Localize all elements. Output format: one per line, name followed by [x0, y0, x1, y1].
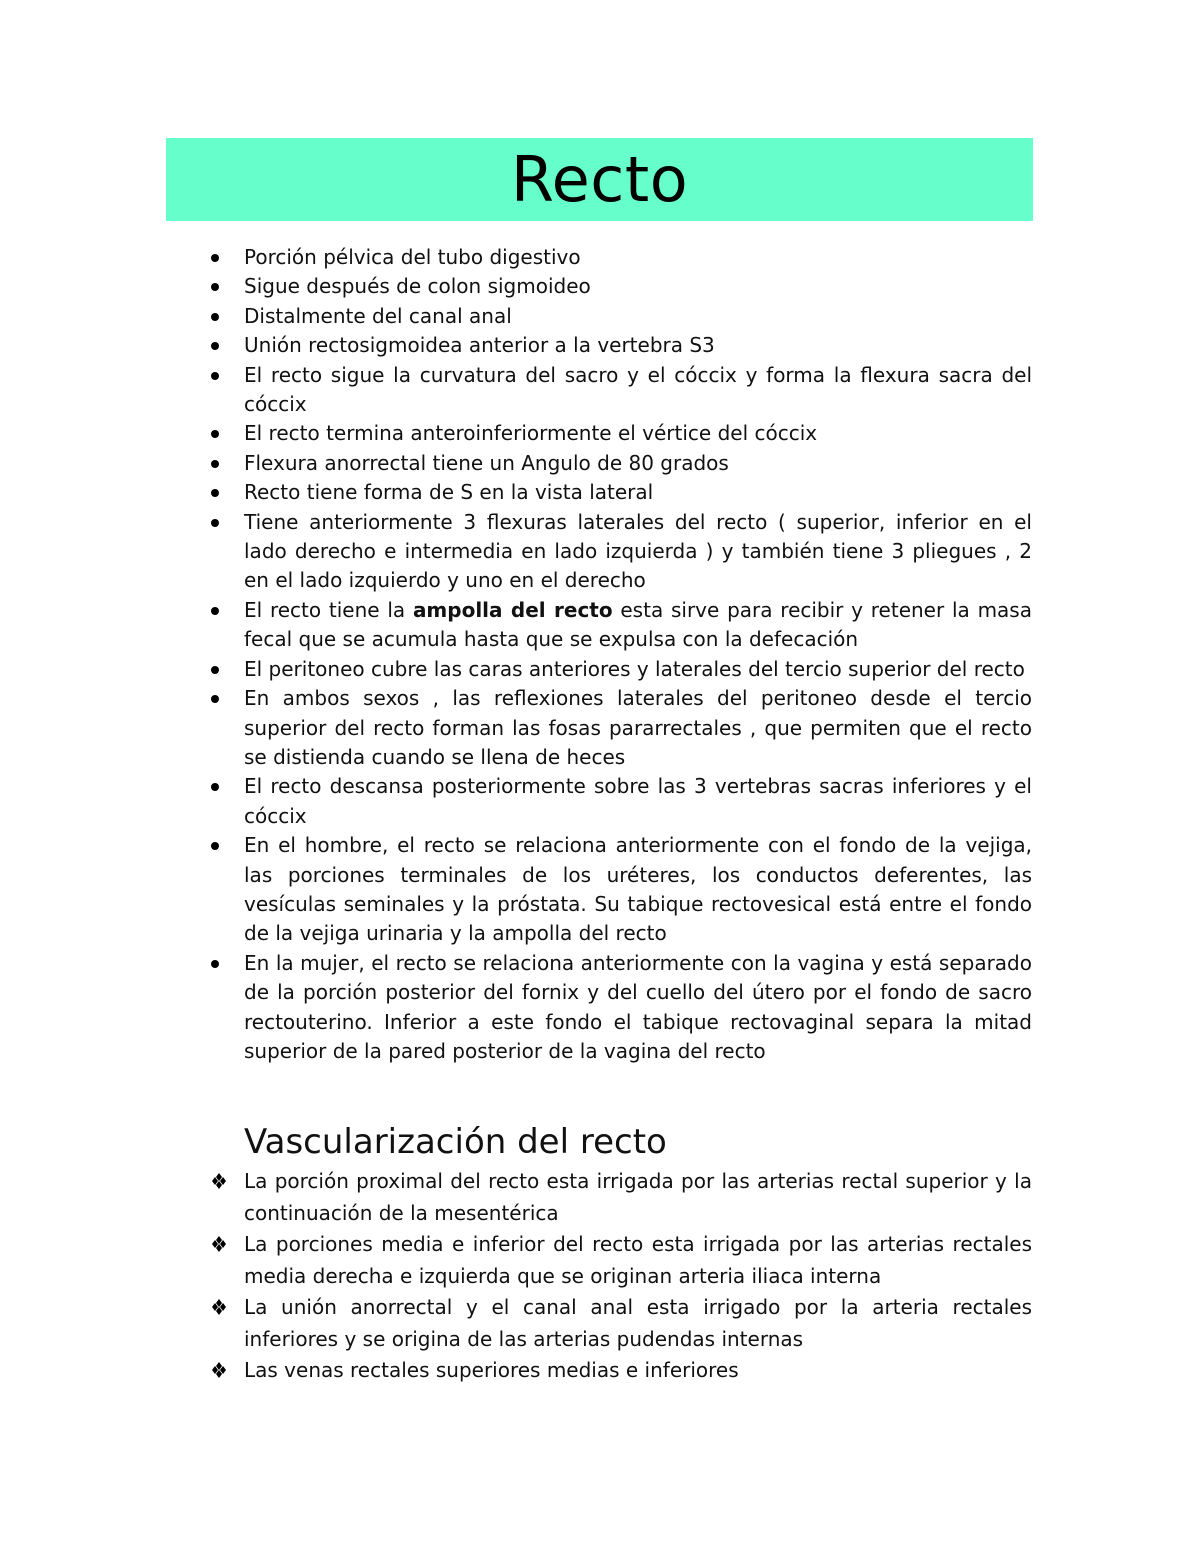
list-item-text: En ambos sexos , las reflexiones laterales del peritoneo desde el tercio superior del recto forman las fosas pararrectales , que permiten que el recto se distienda cuando se llena de heces: [244, 686, 1032, 769]
list-item: [244, 478, 1032, 507]
ampolla-bold-term: ampolla del recto: [412, 597, 613, 622]
vascular-list: [0, 1166, 1200, 1387]
bullet-icon: [211, 666, 219, 674]
list-item-text: Flexura anorrectal tiene un Angulo de 80 grados: [244, 450, 729, 475]
bullet-icon: [211, 607, 219, 615]
list-item: [244, 508, 1032, 596]
list-item-text: El recto termina anteroinferiormente el vértice del cóccix: [244, 421, 818, 446]
list-item-text: La unión anorrectal y el canal anal esta irrigado por la arteria rectales inferiores y se origina de las arterias pudendas internas: [244, 1295, 1032, 1351]
bullet-icon: [211, 695, 219, 703]
bullet-icon: [211, 313, 219, 321]
list-item-text: Distalmente del canal anal: [244, 303, 512, 328]
bullet-icon: [211, 372, 219, 380]
list-item-text: Las venas rectales superiores medias e inferiores: [244, 1358, 739, 1382]
list-item: [244, 655, 1032, 684]
ampolla-text-before: El recto tiene la: [244, 597, 413, 622]
list-item: [244, 243, 1032, 272]
list-item: [244, 831, 1032, 949]
diamond-bullet-icon: [212, 1236, 238, 1252]
bullet-icon: [211, 342, 219, 350]
list-item: [244, 1166, 1032, 1229]
bullet-icon: [211, 283, 219, 291]
bullet-icon: [211, 783, 219, 791]
list-item: [244, 302, 1032, 331]
list-item: [244, 331, 1032, 360]
bullet-icon: [211, 842, 219, 850]
ampolla-text-after: esta sirve para recibir y retener la masa fecal que se acumula hasta que se expulsa con la defecación: [244, 597, 1032, 652]
list-item-text: Unión rectosigmoidea anterior a la vertebra S3: [244, 333, 715, 358]
list-item-text: Porción pélvica del tubo digestivo: [244, 245, 581, 269]
list-item: [244, 361, 1032, 420]
bullet-icon: [211, 254, 219, 262]
list-item-text: En el hombre, el recto se relaciona anteriormente con el fondo de la vejiga, las porciones terminales de los uréteres, los conductos deferentes, las vesículas seminales y la próstata. Su tabique rectovesical está entre el fondo de la vejiga urinaria y la ampolla del recto: [244, 833, 1032, 946]
bullet-icon: [211, 460, 219, 468]
list-item-text: El recto sigue la curvatura del sacro y el cóccix y forma la flexura sacra del cóccix: [244, 362, 1032, 417]
bullet-icon: [211, 960, 219, 968]
list-item: [244, 772, 1032, 831]
list-item-text: Sigue después de colon sigmoideo: [244, 274, 591, 299]
section-heading: Vascularización del recto: [244, 1122, 667, 1162]
list-item-text: Recto tiene forma de S en la vista lateral: [244, 480, 654, 505]
bullet-icon: [211, 430, 219, 438]
list-item: [244, 596, 1032, 655]
list-item: [244, 449, 1032, 478]
list-item-text: Tiene anteriormente 3 flexuras laterales del recto ( superior, inferior en el lado derecho e intermedia en lado izquierda ) y también tiene 3 pliegues , 2 en el lado izquierdo y uno en el derecho: [244, 509, 1032, 593]
list-item-text: El recto descansa posteriormente sobre las 3 vertebras sacras inferiores y el cóccix: [244, 774, 1032, 828]
list-item: [244, 419, 1032, 448]
title-banner: [166, 138, 1033, 221]
bullet-icon: [211, 489, 219, 497]
list-item: [244, 1292, 1032, 1355]
list-item-text: La porciones media e inferior del recto esta irrigada por las arterias rectales media derecha e izquierda que se originan arteria iliaca interna: [244, 1232, 1032, 1288]
list-item: [244, 949, 1032, 1067]
bullet-icon: [211, 519, 219, 527]
bullet-list: [0, 243, 1200, 1066]
list-item-text: [244, 598, 1032, 651]
page-title: Recto: [510, 142, 689, 216]
list-item-text: En la mujer, el recto se relaciona anteriormente con la vagina y está separado de la porción posterior del fornix y del cuello del útero por el fondo de sacro rectouterino. Inferior a este fondo el tabique rectovaginal separa la mitad superior de la pared posterior de la vagina del recto: [244, 950, 1032, 1063]
list-item: [244, 272, 1032, 301]
diamond-bullet-icon: [212, 1173, 238, 1189]
list-item: [244, 1355, 1032, 1387]
diamond-bullet-icon: [212, 1299, 238, 1315]
list-item: [244, 684, 1032, 772]
list-item-text: La porción proximal del recto esta irrigada por las arterias rectal superior y la continuación de la mesentérica: [244, 1169, 1032, 1225]
list-item: [244, 1229, 1032, 1292]
list-item-text: El peritoneo cubre las caras anteriores y laterales del tercio superior del recto: [244, 656, 1025, 681]
diamond-bullet-icon: [212, 1362, 238, 1378]
